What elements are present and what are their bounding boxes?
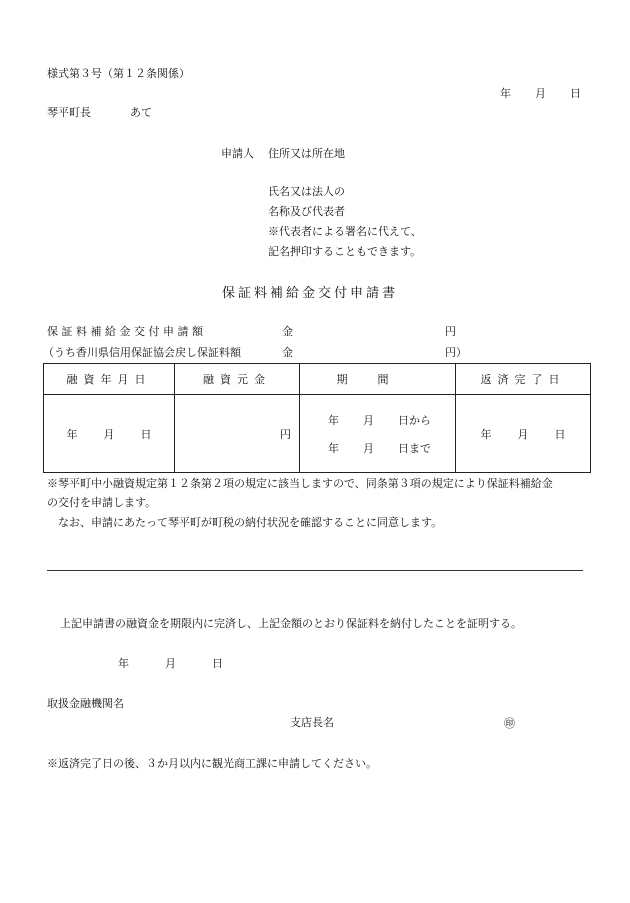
institution-label: 取扱金融機関名 <box>47 697 124 710</box>
refund-amount-label: （うち香川県信用保証協会戻し保証料額 <box>43 346 241 359</box>
period-to-day: 日まで <box>398 441 431 455</box>
certification-text: 上記申請書の融資金を期限内に完済し、上記金額のとおり保証料を納付したことを証明する。 <box>60 617 522 630</box>
period-from <box>328 412 455 428</box>
footer-note: ※返済完了日の後、３か月以内に観光商工課に申請してください。 <box>47 757 377 770</box>
date-year-label: 年 <box>500 87 511 100</box>
application-amount-label: 保 証 料 補 給 金 交 付 申 請 額 <box>47 325 203 338</box>
signature-note-line-2: 記名押印することもできます。 <box>268 245 422 258</box>
principal-cell <box>175 395 300 473</box>
cert-day-label: 日 <box>212 657 223 670</box>
cert-year-label: 年 <box>118 657 129 670</box>
loan-year-label: 年 <box>66 427 78 441</box>
cert-month-label: 月 <box>165 657 176 670</box>
applicant-address-label: 住所又は所在地 <box>268 147 345 160</box>
loan-month-label: 月 <box>103 427 115 441</box>
applicant-name-line-1: 氏名又は法人の <box>268 185 345 198</box>
seal-icon: ㊞ <box>504 717 515 730</box>
application-amount-yen: 円 <box>445 325 456 338</box>
completion-month-label: 月 <box>517 427 529 441</box>
header-loan-date: 融資年月日 <box>44 364 175 395</box>
loan-day-label: 日 <box>140 427 152 441</box>
completion-date-cell <box>456 395 591 473</box>
period-from-day: 日から <box>398 413 431 427</box>
note-line-3: なお、申請にあたって琴平町が町税の納付状況を確認することに同意します。 <box>58 516 443 529</box>
application-amount-kin: 金 <box>282 325 293 338</box>
document-title: 保証料補給金交付申請書 <box>222 286 399 301</box>
completion-day-label: 日 <box>554 427 566 441</box>
period-from-month: 月 <box>363 413 374 427</box>
period-to-year: 年 <box>328 441 339 455</box>
applicant-name-line-2: 名称及び代表者 <box>268 205 345 218</box>
period-cell <box>300 395 456 473</box>
table-row <box>44 395 591 473</box>
certification-date <box>118 658 223 669</box>
applicant-label: 申請人 <box>221 147 254 160</box>
branch-manager-label: 支店長名 <box>290 716 334 729</box>
period-to-month: 月 <box>363 441 374 455</box>
loan-details-table <box>43 363 591 473</box>
note-line-1: ※琴平町中小融資規定第１２条第２項の規定に該当しますので、同条第３項の規定により保証料補給金 <box>47 477 553 490</box>
period-from-year: 年 <box>328 413 339 427</box>
date-month-label: 月 <box>535 87 546 100</box>
addressee-name: 琴平町長 <box>47 106 91 119</box>
signature-note-line-1: ※代表者による署名に代えて、 <box>268 225 422 238</box>
header-period: 期間 <box>300 364 456 395</box>
header-principal: 融資元金 <box>175 364 300 395</box>
refund-amount-yen: 円） <box>445 346 467 359</box>
section-divider <box>47 570 583 571</box>
note-line-2: の交付を申請します。 <box>47 496 157 509</box>
table-header-row <box>44 364 591 395</box>
addressee-suffix: あて <box>130 106 152 119</box>
loan-date-cell <box>44 395 175 473</box>
completion-year-label: 年 <box>480 427 492 441</box>
period-to <box>328 440 455 456</box>
date-day-label: 日 <box>570 87 581 100</box>
refund-amount-kin: 金 <box>282 346 293 359</box>
principal-yen-label: 円 <box>280 427 291 441</box>
submission-date <box>500 88 581 99</box>
form-number: 様式第３号（第１２条関係） <box>47 67 190 80</box>
header-completion-date: 返済完了日 <box>456 364 591 395</box>
